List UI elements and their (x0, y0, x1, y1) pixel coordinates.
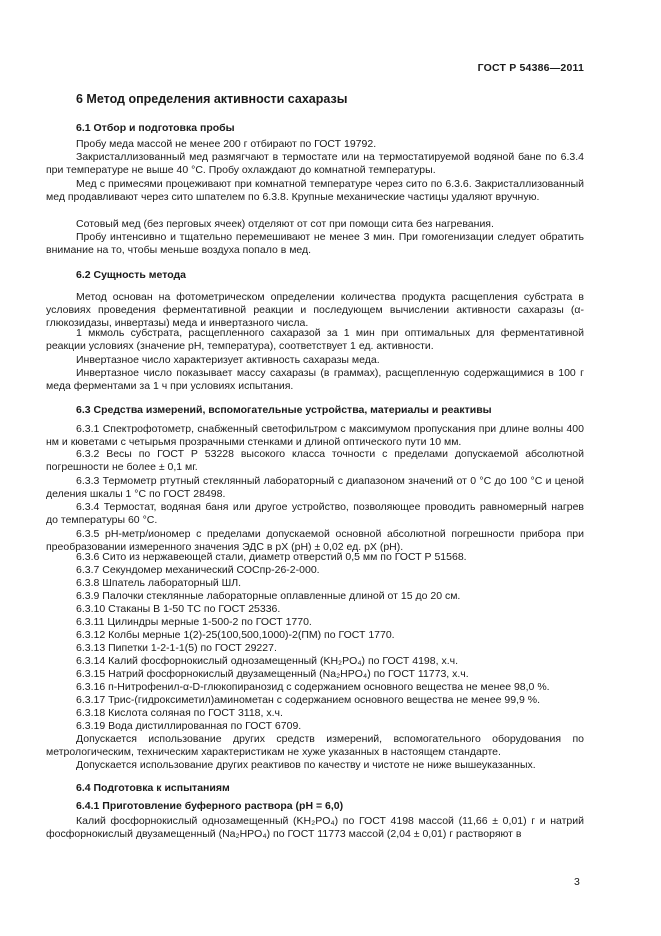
list-item: 6.3.14 Калий фосфорнокислый однозамещенный (KH₂PO₄) по ГОСТ 4198, х.ч. (76, 655, 458, 667)
list-item: 6.3.11 Цилиндры мерные 1-500-2 по ГОСТ 1770. (76, 616, 312, 628)
paragraph: Сотовый мед (без перговых ячеек) отделяют от сот при помощи сита без нагревания. (76, 218, 494, 230)
list-item: 6.3.16 п-Нитрофенил-α-D-глюкопиранозид с содержанием основного вещества не менее 98,0 %. (76, 681, 550, 693)
subsection-title-6-4: 6.4 Подготовка к испытаниям (76, 782, 230, 794)
list-item: 6.3.8 Шпатель лабораторный ШЛ. (76, 577, 242, 589)
list-item: 6.3.15 Натрий фосфорнокислый двузамещенный (Na₂HPO₄) по ГОСТ 11773, х.ч. (76, 668, 469, 680)
list-item: 6.3.4 Термостат, водяная баня или другое устройство, позволяющее проводить равномерный нагрев до температуры 60 °С. (46, 501, 584, 527)
subsection-title-6-2: 6.2 Сущность метода (76, 269, 187, 281)
list-item: 6.3.3 Термометр ртутный стеклянный лабораторный с диапазоном значений от 0 °С до 100 °С и ценой деления шкалы 1 °С по ГОСТ 28498. (46, 475, 584, 501)
list-item: 6.3.19 Вода дистиллированная по ГОСТ 6709. (76, 720, 302, 732)
page-number: 3 (574, 876, 580, 888)
list-item: 6.3.2 Весы по ГОСТ Р 53228 высокого класса точности с пределами допускаемой абсолютной погрешности не более ± 0,1 мг. (46, 448, 584, 474)
paragraph: Инвертазное число показывает массу сахаразы (в граммах), расщепленную содержащимися в 100 г меда ферментами за 1 ч при условиях испытания. (46, 367, 584, 393)
list-item: 6.3.5 рН-метр/иономер с пределами допускаемой основной абсолютной погрешности прибора при преобразовании измеренного значения ЭДС в рХ (рН) ± 0,02 ед. рХ (рН). (46, 528, 584, 554)
list-item: 6.3.17 Трис-(гидроксиметил)аминометан с содержанием основного вещества не менее 99,9 %. (76, 694, 541, 706)
list-item: 6.3.6 Сито из нержавеющей стали, диаметр отверстий 0,5 мм по ГОСТ Р 51568. (76, 551, 467, 563)
paragraph: Инвертазное число характеризует активность сахаразы меда. (76, 354, 380, 366)
paragraph: Калий фосфорнокислый однозамещенный (KH₂PO₄) по ГОСТ 4198 массой (11,66 ± 0,01) г и натрий фосфорнокислый двузамещенный (Na₂HPO₄) по ГОСТ 11773 массой (2,04 ± 0,01) г растворяют в (46, 815, 584, 841)
list-item: 6.3.12 Колбы мерные 1(2)-25(100,500,1000)-2(ПМ) по ГОСТ 1770. (76, 629, 395, 641)
subsection-title-6-1: 6.1 Отбор и подготовка пробы (76, 122, 235, 134)
subsection-title-6-3: 6.3 Средства измерений, вспомогательные устройства, материалы и реактивы (76, 404, 492, 416)
list-item: 6.3.9 Палочки стеклянные лабораторные оплавленные длиной от 15 до 20 см. (76, 590, 461, 602)
list-item: 6.3.13 Пипетки 1-2-1-1(5) по ГОСТ 29227. (76, 642, 277, 654)
list-item: 6.3.18 Кислота соляная по ГОСТ 3118, х.ч. (76, 707, 283, 719)
paragraph: Пробу меда массой не менее 200 г отбирают по ГОСТ 19792. (76, 138, 377, 150)
subsection-title-6-4-1: 6.4.1 Приготовление буферного раствора (рН = 6,0) (76, 800, 344, 812)
paragraph: Допускается использование других реактивов по качеству и чистоте не ниже вышеуказанных. (76, 759, 536, 771)
paragraph: Закристаллизованный мед размягчают в термостате или на термостатируемой водяной бане по 6.3.4 при температуре не выше 40 °С. Пробу охлаждают до комнатной температуры. (46, 151, 584, 177)
standard-designation: ГОСТ Р 54386—2011 (477, 62, 584, 74)
list-item: 6.3.10 Стаканы В 1-50 ТС по ГОСТ 25336. (76, 603, 281, 615)
list-item: 6.3.1 Спектрофотометр, снабженный светофильтром с максимумом пропускания при длине волны 400 нм и кюветами с четырьмя прозрачными стенками и длиной оптического пути 10 мм. (46, 423, 584, 449)
paragraph: Допускается использование других средств измерений, вспомогательного оборудования по метрологическим, техническим характеристикам не хуже указанных в настоящем стандарте. (46, 733, 584, 759)
paragraph: Мед с примесями процеживают при комнатной температуре через сито по 6.3.6. Закристаллизованный мед продавливают через сито шпателем по 6.3.8. Крупные механические частицы удаляют вручную. (46, 178, 584, 204)
paragraph: Пробу интенсивно и тщательно перемешивают не менее 3 мин. При гомогенизации следует обратить внимание на то, чтобы меньше воздуха попало в мед. (46, 231, 584, 257)
list-item: 6.3.7 Секундомер механический СОСпр-26-2-000. (76, 564, 320, 576)
paragraph: 1 мкмоль субстрата, расщепленного сахаразой за 1 мин при оптимальных для ферментативной реакции условиях (значение рН, температура), соответствует 1 ед. активности. (46, 327, 584, 353)
section-title: 6 Метод определения активности сахаразы (76, 92, 348, 106)
paragraph: Метод основан на фотометрическом определении количества продукта расщепления субстрата в условиях проведения ферментативной реакции и последующем вычислении активности сахаразы (α-глюкозидазы, инвертазы) меда и инвертазного числа. (46, 291, 584, 330)
